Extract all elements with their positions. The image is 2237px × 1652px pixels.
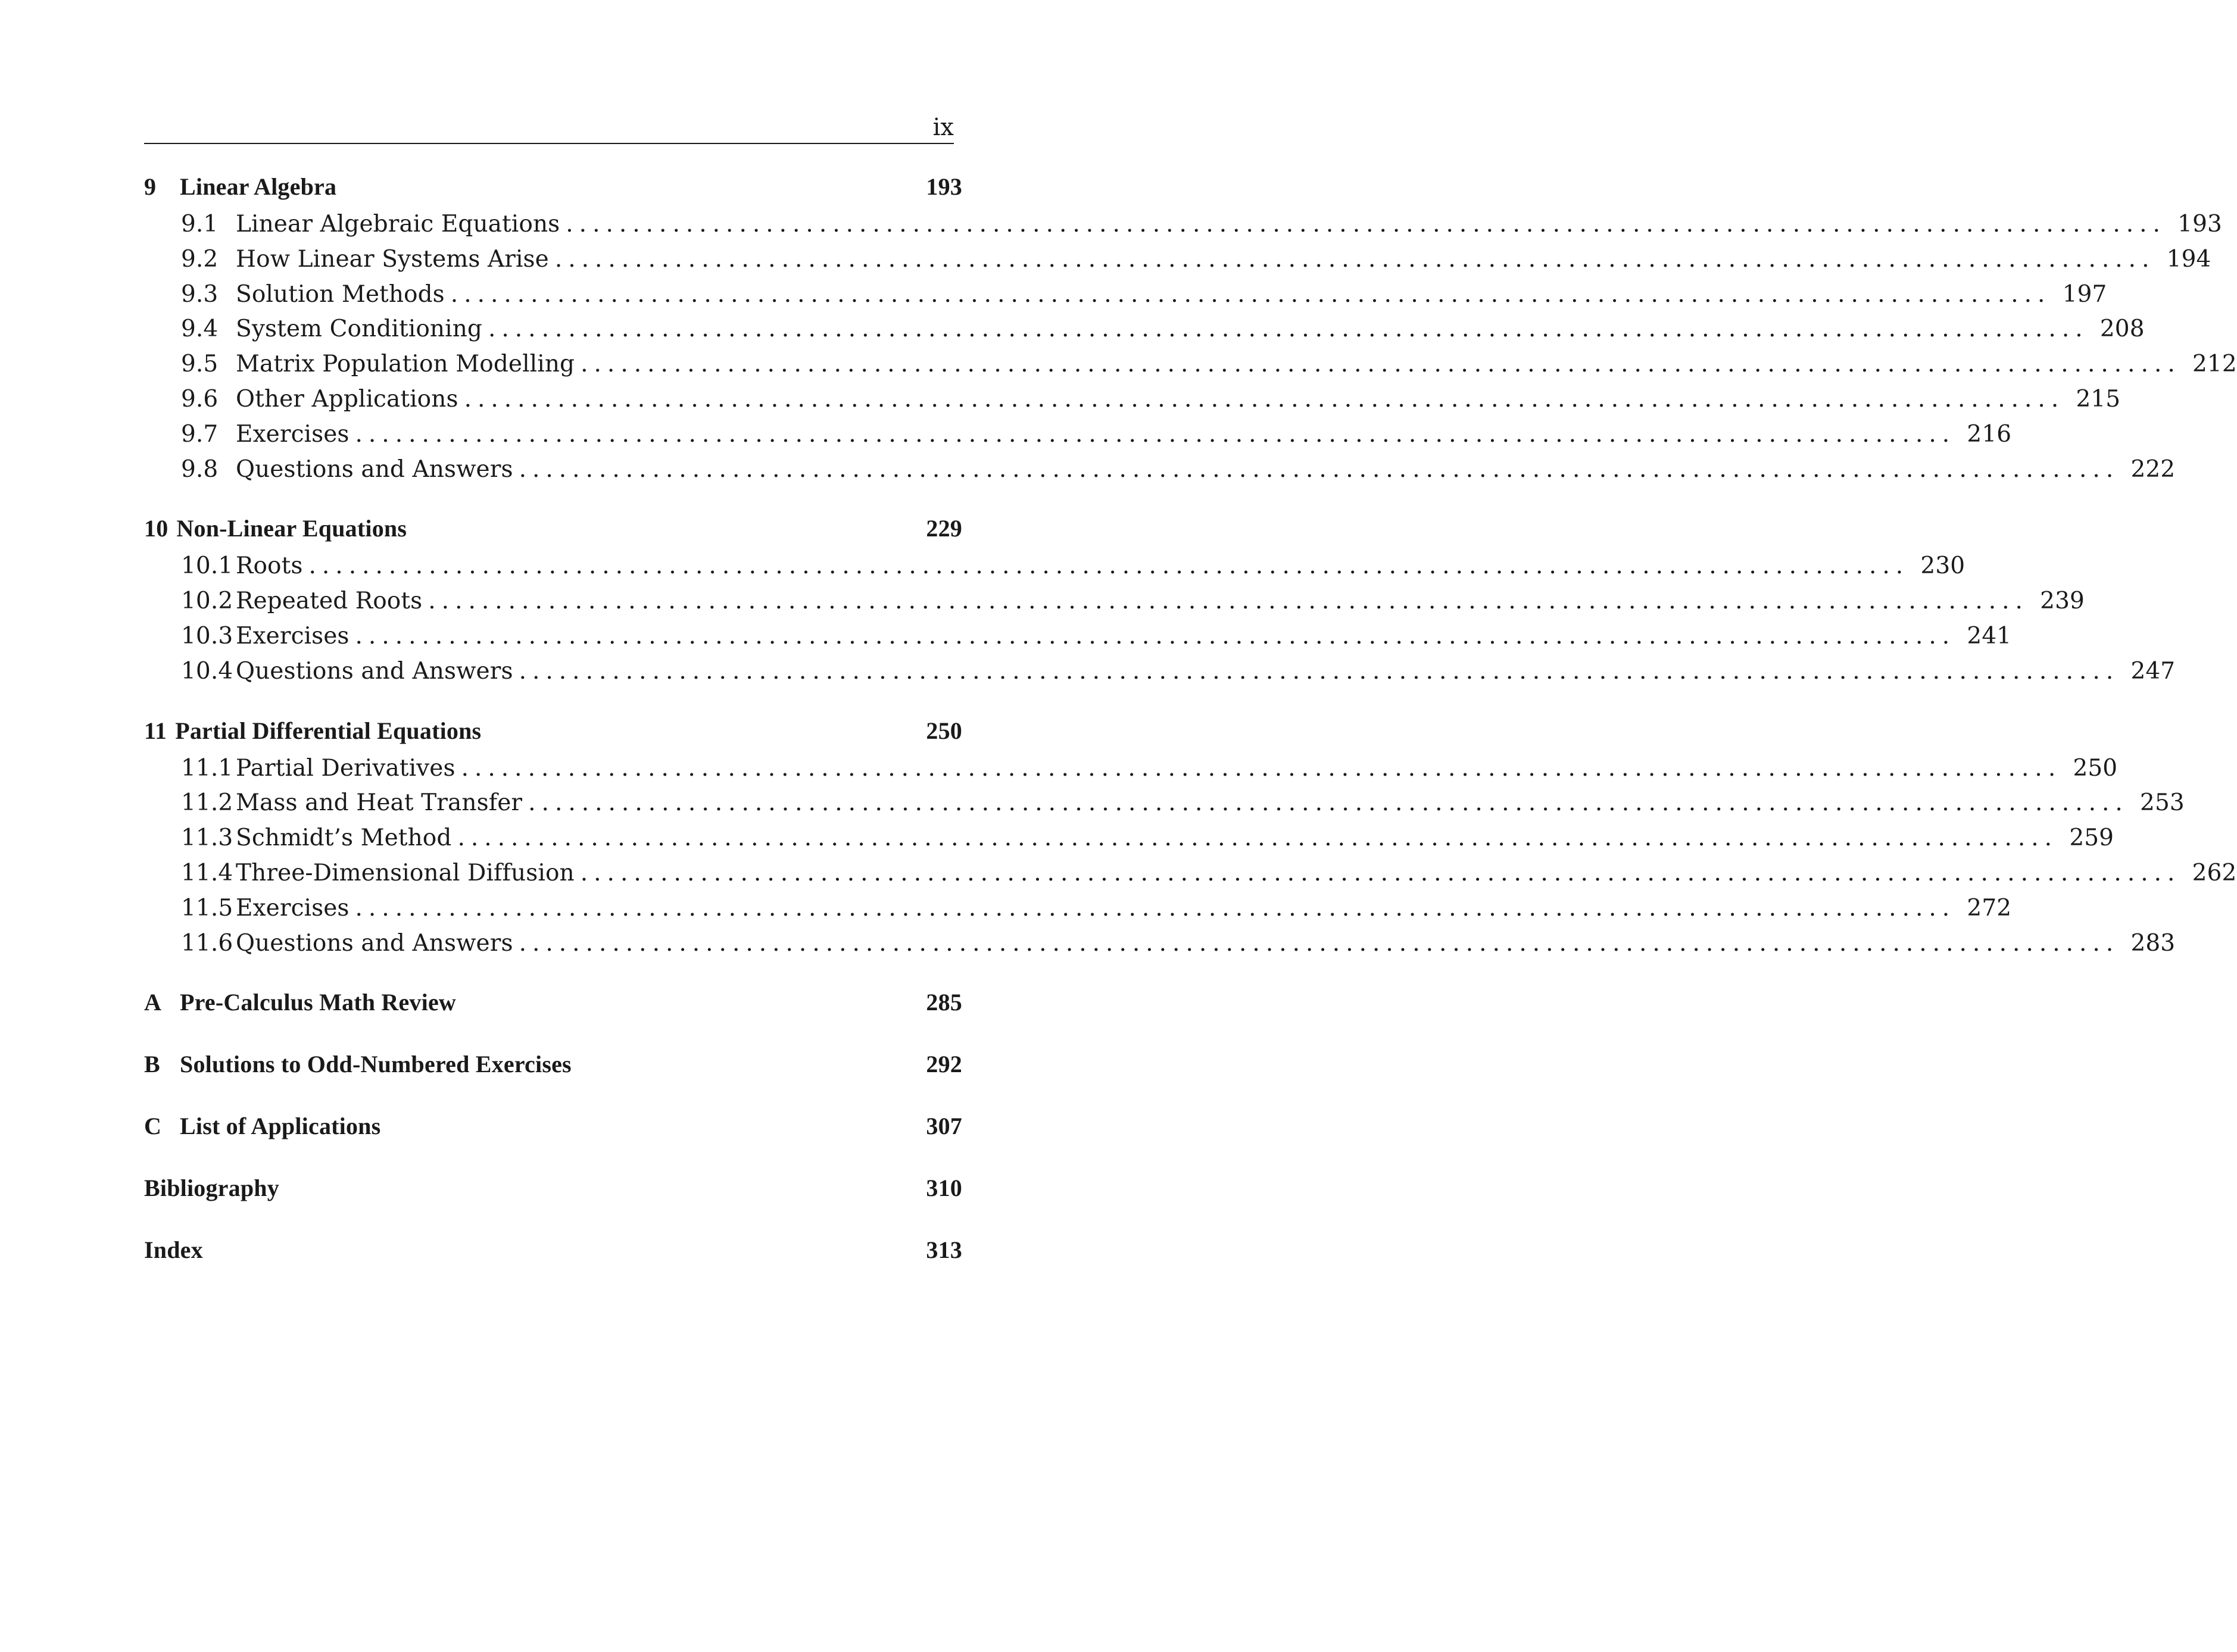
chapter-heading[interactable] xyxy=(144,717,962,755)
index-heading[interactable] xyxy=(144,1236,962,1274)
section-page: 208 xyxy=(2099,316,2145,343)
index-page: 313 xyxy=(926,1236,962,1264)
section-number: 11.4 xyxy=(181,859,233,886)
section-title: How Linear Systems Arise xyxy=(236,245,549,273)
section-title: Roots xyxy=(236,552,303,580)
chapter-heading[interactable] xyxy=(144,173,962,211)
section-number: 9.2 xyxy=(181,245,219,273)
dot-leader: ........................................................................................................................ xyxy=(457,825,2058,852)
toc-section[interactable] xyxy=(144,211,2222,246)
dot-leader: ........................................................................................................................ xyxy=(461,754,2062,782)
toc-section[interactable] xyxy=(144,455,2176,491)
section-number: 9.5 xyxy=(181,351,219,378)
section-title: Questions and Answers xyxy=(236,929,513,957)
toc-appendix-a xyxy=(144,988,962,1026)
toc-section[interactable] xyxy=(144,894,2012,930)
section-page: 253 xyxy=(2140,789,2185,817)
section-page: 230 xyxy=(1920,552,1965,580)
toc-section[interactable] xyxy=(144,754,2118,790)
chapter-heading[interactable] xyxy=(144,514,962,552)
dot-leader: ........................................................................................................................ xyxy=(428,588,2029,615)
section-page: 283 xyxy=(2130,929,2176,957)
toc-section[interactable] xyxy=(144,588,2085,623)
toc-section[interactable] xyxy=(144,825,2114,860)
section-page: 193 xyxy=(2177,211,2222,238)
section-title: Partial Derivatives xyxy=(236,754,455,782)
toc-section[interactable] xyxy=(144,552,1965,588)
toc-section[interactable] xyxy=(144,859,2237,895)
chapter-number: 10 xyxy=(144,515,169,542)
dot-leader: ........................................................................................................................ xyxy=(519,455,2120,483)
section-page: 272 xyxy=(1967,894,2012,922)
appendix-title: Pre-Calculus Math Review xyxy=(180,989,456,1016)
section-page: 250 xyxy=(2073,754,2118,782)
dot-leader: ........................................................................................................................ xyxy=(450,280,2051,308)
toc-bibliography xyxy=(144,1174,962,1212)
section-number: 11.2 xyxy=(181,789,233,817)
section-title: Linear Algebraic Equations xyxy=(236,211,560,238)
section-page: 247 xyxy=(2130,657,2176,685)
appendix-letter: A xyxy=(144,989,162,1016)
dot-leader: ........................................................................................................................ xyxy=(566,211,2166,238)
toc-section[interactable] xyxy=(144,351,2237,386)
section-page: 216 xyxy=(1967,420,2012,448)
toc-section[interactable] xyxy=(144,316,2145,351)
section-title: Exercises xyxy=(236,420,350,448)
toc-chapter-10 xyxy=(144,514,2176,692)
toc-appendix-c xyxy=(144,1112,962,1150)
toc-index xyxy=(144,1236,962,1274)
section-title: Exercises xyxy=(236,894,350,922)
section-page: 239 xyxy=(2040,588,2085,615)
toc-section[interactable] xyxy=(144,789,2185,825)
dot-leader: ........................................................................................................................ xyxy=(355,622,1956,649)
toc-appendix-b xyxy=(144,1050,962,1088)
section-title: Questions and Answers xyxy=(236,657,513,685)
index-title: Index xyxy=(144,1236,203,1264)
section-page: 212 xyxy=(2192,351,2237,378)
section-number: 11.6 xyxy=(181,929,233,957)
section-number: 9.3 xyxy=(181,280,219,308)
section-number: 9.7 xyxy=(181,420,219,448)
section-page: 194 xyxy=(2166,245,2211,273)
appendix-heading[interactable] xyxy=(144,988,962,1026)
section-number: 10.1 xyxy=(181,552,233,580)
page-header xyxy=(144,110,954,144)
dot-leader: ........................................................................................................................ xyxy=(519,929,2120,957)
section-number: 11.3 xyxy=(181,825,233,852)
chapter-number: 9 xyxy=(144,173,157,200)
section-number: 9.4 xyxy=(181,316,219,343)
section-title: Mass and Heat Transfer xyxy=(236,789,523,817)
dot-leader: ........................................................................................................................ xyxy=(355,894,1956,922)
chapter-number: 11 xyxy=(144,717,167,744)
section-number: 11.5 xyxy=(181,894,233,922)
toc-chapter-11 xyxy=(144,717,2237,965)
chapter-title: Non-Linear Equations xyxy=(176,515,407,542)
toc-section[interactable] xyxy=(144,657,2176,693)
toc-section[interactable] xyxy=(144,385,2121,421)
section-number: 10.4 xyxy=(181,657,233,685)
appendix-page: 292 xyxy=(926,1051,962,1078)
toc-chapter-9 xyxy=(144,173,2237,491)
toc-section[interactable] xyxy=(144,622,2012,658)
toc-section[interactable] xyxy=(144,420,2012,456)
appendix-page: 285 xyxy=(926,989,962,1016)
section-title: Exercises xyxy=(236,622,350,649)
section-number: 9.6 xyxy=(181,385,219,413)
section-title: Other Applications xyxy=(236,385,458,413)
table-of-contents xyxy=(144,173,2237,1298)
bibliography-title: Bibliography xyxy=(144,1175,279,1202)
dot-leader: ........................................................................................................................ xyxy=(355,420,1956,448)
section-number: 10.3 xyxy=(181,622,233,649)
section-number: 9.8 xyxy=(181,455,219,483)
appendix-title: List of Applications xyxy=(180,1113,381,1140)
appendix-page: 307 xyxy=(926,1113,962,1140)
section-number: 9.1 xyxy=(181,211,219,238)
bibliography-page: 310 xyxy=(926,1175,962,1202)
section-page: 259 xyxy=(2069,825,2114,852)
chapter-title: Linear Algebra xyxy=(180,173,337,200)
toc-section[interactable] xyxy=(144,280,2107,316)
appendix-letter: B xyxy=(144,1051,160,1078)
section-title: Three-Dimensional Diffusion xyxy=(236,859,575,886)
toc-section[interactable] xyxy=(144,929,2176,965)
page-number: ix xyxy=(932,114,954,141)
chapter-page: 229 xyxy=(926,515,962,542)
appendix-heading[interactable] xyxy=(144,1112,962,1150)
appendix-letter: C xyxy=(144,1113,162,1140)
dot-leader: ........................................................................................................................ xyxy=(488,316,2089,343)
dot-leader: ........................................................................................................................ xyxy=(308,552,1910,580)
section-title: Schmidt’s Method xyxy=(236,825,452,852)
dot-leader: ........................................................................................................................ xyxy=(580,859,2181,886)
section-page: 241 xyxy=(1967,622,2012,649)
section-page: 215 xyxy=(2076,385,2121,413)
appendix-heading[interactable] xyxy=(144,1050,962,1088)
section-title: System Conditioning xyxy=(236,316,482,343)
section-number: 10.2 xyxy=(181,588,233,615)
bibliography-heading[interactable] xyxy=(144,1174,962,1212)
section-title: Repeated Roots xyxy=(236,588,423,615)
section-page: 262 xyxy=(2192,859,2237,886)
chapter-page: 193 xyxy=(926,173,962,200)
appendix-title: Solutions to Odd-Numbered Exercises xyxy=(180,1051,572,1078)
chapter-page: 250 xyxy=(926,717,962,744)
dot-leader: ........................................................................................................................ xyxy=(519,657,2120,685)
dot-leader: ........................................................................................................................ xyxy=(464,385,2065,413)
dot-leader: ........................................................................................................................ xyxy=(554,245,2155,273)
section-title: Solution Methods xyxy=(236,280,445,308)
section-page: 222 xyxy=(2130,455,2176,483)
dot-leader: ........................................................................................................................ xyxy=(528,789,2129,817)
dot-leader: ........................................................................................................................ xyxy=(581,351,2181,378)
chapter-title: Partial Differential Equations xyxy=(175,717,482,744)
section-title: Questions and Answers xyxy=(236,455,513,483)
section-title: Matrix Population Modelling xyxy=(236,351,575,378)
section-page: 197 xyxy=(2062,280,2107,308)
toc-section[interactable] xyxy=(144,245,2211,281)
section-number: 11.1 xyxy=(181,754,233,782)
